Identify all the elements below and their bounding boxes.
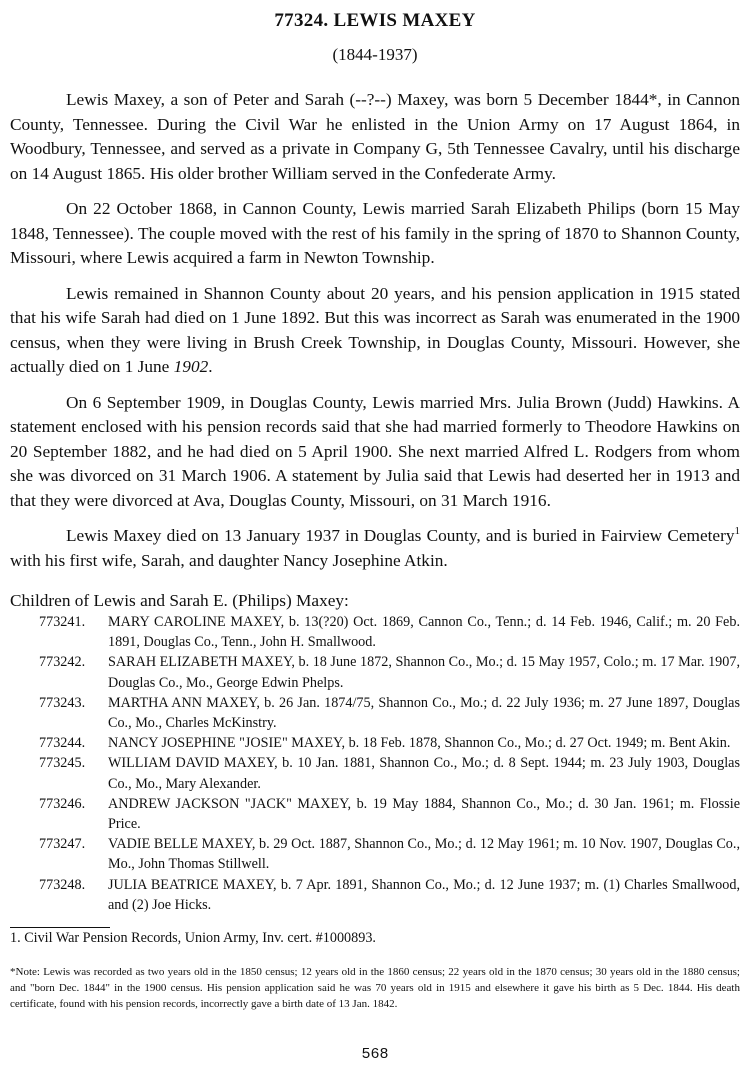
paragraph-2: On 22 October 1868, in Cannon County, Lewis married Sarah Elizabeth Philips (born 15 May 1848, Tennessee). The couple moved with the rest of his family in the spring of 1870 to Shannon County, Missouri, where Lewis acquired a farm in Newton Township. xyxy=(10,199,740,267)
child-number: 773246. xyxy=(39,795,86,812)
life-dates: (1844-1937) xyxy=(332,45,418,64)
paragraph-5 xyxy=(10,524,740,573)
child-text: VADIE BELLE MAXEY, b. 29 Oct. 1887, Shannon Co., Mo.; d. 12 May 1961; m. 10 Nov. 1907, Douglas Co., Mo., John Thomas Stillwell. xyxy=(108,836,740,873)
children-heading: Children of Lewis and Sarah E. (Philips) Maxey: xyxy=(10,591,349,610)
footnote-reference: 1 xyxy=(734,525,740,538)
paragraph-5-text-a: Lewis Maxey died on 13 January 1937 in Douglas County, and is buried in Fairview Cemetery xyxy=(66,526,735,545)
child-text: WILLIAM DAVID MAXEY, b. 10 Jan. 1881, Shannon Co., Mo.; d. 8 Sept. 1944; m. 23 July 1903, Douglas Co., Mo., Mary Alexander. xyxy=(108,755,740,792)
child-number: 773243. xyxy=(39,694,86,711)
birth-date-note: *Note: Lewis was recorded as two years old in the 1850 census; 12 years old in the 1860 census; 22 years old in the 1870 census; 30 years old in the 1880 census; and "born Dec. 1844" in the 1900 census. His pension application said he was 70 years old in 1915 and elsewhere it gave his birth as 5 Dec. 1844. His death certificate, found with his pension records, incorrectly gave a birth date of 13 Jan. 1842. xyxy=(10,966,740,1010)
paragraph-4: On 6 September 1909, in Douglas County, Lewis married Mrs. Julia Brown (Judd) Hawkins. A statement enclosed with his pension records said that she had married formerly to Theodore Hawkins on 20 September 1882, and he had died on 5 April 1900. She next married Alfred L. Rodgers from whom she was divorced on 31 March 1906. A statement by Julia said that Lewis had deserted her in 1913 and that they were divorced at Ava, Douglas County, Missouri, on 31 March 1916. xyxy=(10,392,740,510)
child-number: 773247. xyxy=(39,836,86,853)
paragraph-3-text: Lewis remained in Shannon County about 20 years, and his pension application in 1915 stated that his wife Sarah had died on 1 June 1892. But this was incorrect as Sarah was enumerated in the 1900 census, when they were living in Brush Creek Township, in Douglas County, Missouri. However, she actually died on 1 June xyxy=(10,283,740,376)
child-entry xyxy=(10,753,740,793)
footnote-divider xyxy=(10,927,110,928)
child-number: 773242. xyxy=(39,654,86,671)
child-number: 773245. xyxy=(39,755,86,772)
children-list xyxy=(10,612,740,915)
child-entry xyxy=(10,794,740,834)
child-text: SARAH ELIZABETH MAXEY, b. 18 June 1872, Shannon Co., Mo.; d. 15 May 1957, Colo.; m. 17 Mar. 1907, Douglas Co., Mo., George Edwin Phelps. xyxy=(108,654,740,691)
paragraph-3-end: . xyxy=(208,357,213,376)
child-text: NANCY JOSEPHINE "JOSIE" MAXEY, b. 18 Feb. 1878, Shannon Co., Mo.; d. 27 Oct. 1949; m. Bent Akin. xyxy=(108,735,731,752)
child-text: MARTHA ANN MAXEY, b. 26 Jan. 1874/75, Shannon Co., Mo.; d. 22 July 1936; m. 27 June 1897, Douglas Co., Mo., Charles McKinstry. xyxy=(108,694,740,732)
child-entry xyxy=(10,652,740,692)
child-entry xyxy=(10,834,740,874)
child-text: ANDREW JACKSON "JACK" MAXEY, b. 19 May 1884, Shannon Co., Mo.; d. 30 Jan. 1961; m. Flossie Price. xyxy=(108,795,740,833)
child-entry xyxy=(10,875,740,915)
child-text: MARY CAROLINE MAXEY, b. 13(?20) Oct. 1869, Cannon Co., Tenn.; d. 14 Feb. 1946, Calif.; m. 20 Feb. 1891, Douglas Co., Tenn., John H. Smallwood. xyxy=(108,614,740,651)
child-entry xyxy=(10,733,740,753)
child-text: JULIA BEATRICE MAXEY, b. 7 Apr. 1891, Shannon Co., Mo.; d. 12 June 1937; m. (1) Charles Smallwood, and (2) Joe Hicks. xyxy=(108,876,740,913)
child-entry xyxy=(10,612,740,652)
child-number: 773248. xyxy=(39,876,86,893)
biography-text xyxy=(10,88,740,584)
page-number: 568 xyxy=(361,1046,389,1063)
paragraph-1: Lewis Maxey, a son of Peter and Sarah (--?--) Maxey, was born 5 December 1844*, in Cannon County, Tennessee. During the Civil War he enlisted in the Union Army on 17 August 1864, in Woodbury, Tennessee, and served as a private in Company G, 5th Tennessee Cavalry, until his discharge on 14 August 1865. His older brother William served in the Confederate Army. xyxy=(10,90,740,183)
page-title: 77324. LEWIS MAXEY xyxy=(274,10,476,31)
child-number: 773241. xyxy=(39,614,86,630)
footnote: 1. Civil War Pension Records, Union Army, Inv. cert. #1000893. xyxy=(10,930,376,946)
paragraph-3-year: 1902 xyxy=(173,357,209,376)
child-entry xyxy=(10,693,740,733)
paragraph-5-text-b: with his first wife, Sarah, and daughter Nancy Josephine Atkin. xyxy=(10,550,448,570)
paragraph-3 xyxy=(10,282,740,380)
child-number: 773244. xyxy=(39,735,86,752)
